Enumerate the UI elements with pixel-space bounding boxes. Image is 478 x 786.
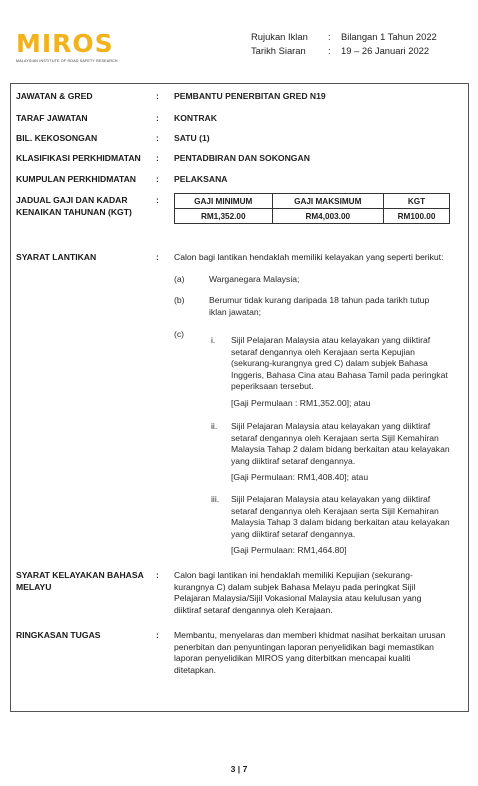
field-kumpulan	[16, 174, 449, 186]
starting-pay: [Gaji Permulaan : RM1,352.00]; atau	[231, 398, 371, 408]
section-label: SYARAT LANTIKAN	[16, 252, 97, 262]
field-gaji	[16, 195, 174, 218]
field-value: KONTRAK	[174, 113, 217, 123]
salary-value: RM100.00	[384, 209, 450, 224]
logo-subtitle: MALAYSIAN INSTITUTE OF ROAD SAFETY RESEARCH	[16, 59, 118, 63]
salary-value: RM4,003.00	[272, 209, 384, 224]
colon: :	[156, 630, 159, 640]
field-jawatan	[16, 91, 449, 103]
list-item: Warganegara Malaysia;	[209, 274, 300, 284]
salary-header: GAJI MAKSIMUM	[272, 194, 384, 209]
sub-marker: i.	[211, 335, 216, 345]
field-klasifikasi	[16, 153, 449, 165]
colon: :	[156, 195, 159, 205]
list-marker: (a)	[174, 274, 185, 284]
sub-item: Sijil Pelajaran Malaysia atau kelayakan yang diiktiraf setaraf dengannya oleh Kerajaan serta Sijil Kemahiran Malaysia Tahap 3 dalam bidang berkaitan atau kelayakan yang diiktiraf setaraf dengannya.	[231, 494, 450, 539]
reference-row	[251, 29, 437, 43]
colon: :	[156, 91, 159, 101]
section-text: Calon bagi lantikan ini hendaklah memiliki Kepujian (sekurang-kurangnya C) dalam subjek Bahasa Melayu pada peringkat Sijil Pelajaran Malaysia/Sijil Vokasional Malaysia atau kelulusan yang diiktiraf setaraf dengannya oleh Kerajaan.	[174, 570, 422, 615]
sub-marker: iii.	[211, 494, 220, 504]
field-label: TARAF JAWATAN	[16, 113, 88, 123]
colon: :	[156, 153, 159, 163]
page-number: 3 | 7	[230, 764, 248, 774]
reference-value: 19 – 26 Januari 2022	[341, 44, 430, 56]
field-label: JAWATAN & GRED	[16, 91, 93, 101]
colon: :	[156, 570, 159, 580]
section-ringkasan-tugas	[16, 630, 449, 676]
colon: :	[156, 252, 159, 262]
section-label: SYARAT KELAYAKAN BAHASA MELAYU	[16, 570, 144, 592]
field-value: PEMBANTU PENERBITAN GRED N19	[174, 91, 326, 101]
colon: :	[156, 174, 159, 184]
salary-header: KGT	[384, 194, 450, 209]
section-syarat-bahasa	[16, 570, 449, 616]
colon: :	[328, 30, 331, 42]
field-value: SATU (1)	[174, 133, 210, 143]
section-label: RINGKASAN TUGAS	[16, 630, 101, 640]
field-label: JADUAL GAJI DAN KADAR KENAIKAN TAHUNAN (KGT)	[16, 195, 132, 217]
section-syarat-lantikan	[16, 252, 449, 264]
field-value: PENTADBIRAN DAN SOKONGAN	[174, 153, 310, 163]
salary-header: GAJI MINIMUM	[175, 194, 273, 209]
colon: :	[156, 133, 159, 143]
starting-pay: [Gaji Permulaan: RM1,464.80]	[231, 545, 347, 555]
salary-value: RM1,352.00	[175, 209, 273, 224]
reference-value: Bilangan 1 Tahun 2022	[341, 30, 437, 42]
salary-table	[174, 193, 450, 224]
field-value: PELAKSANA	[174, 174, 228, 184]
list-marker: (c)	[174, 329, 185, 339]
sub-item: Sijil Pelajaran Malaysia atau kelayakan yang diiktiraf setaraf dengannya oleh Kerajaan serta Sijil Kemahiran Malaysia Tahap 2 dalam bidang berkaitan atau kelayakan yang diiktiraf setaraf dengannya.	[231, 421, 450, 466]
list-marker: (b)	[174, 295, 185, 305]
advert-reference	[251, 29, 437, 57]
field-label: KUMPULAN PERKHIDMATAN	[16, 174, 136, 184]
salary-value-row	[175, 209, 450, 224]
list-item: Berumur tidak kurang daripada 18 tahun pada tarikh tutup iklan jawatan;	[209, 295, 430, 317]
reference-row	[251, 43, 437, 57]
starting-pay: [Gaji Permulaan: RM1,408.40]; atau	[231, 472, 369, 482]
field-taraf	[16, 113, 449, 125]
field-label: KLASIFIKASI PERKHIDMATAN	[16, 153, 141, 163]
section-intro: Calon bagi lantikan hendaklah memiliki kelayakan yang seperti berikut:	[174, 252, 444, 262]
colon: :	[328, 44, 331, 56]
field-kekosongan	[16, 133, 449, 145]
logo-wordmark: MIROS	[16, 29, 114, 58]
colon: :	[156, 113, 159, 123]
salary-header-row	[175, 194, 450, 209]
reference-label: Tarikh Siaran	[251, 44, 306, 56]
miros-logo	[16, 30, 128, 63]
reference-label: Rujukan Iklan	[251, 30, 308, 42]
sub-marker: ii.	[211, 421, 218, 431]
sub-item: Sijil Pelajaran Malaysia atau kelayakan yang diiktiraf setaraf dengannya oleh Kerajaan serta Kepujian (sekurang-kurangnya gred C) dalam subjek Bahasa Inggeris, Bahasa Cina atau Bahasa Tamil pada peringkat peperiksaan tersebut.	[231, 335, 448, 391]
section-text: Membantu, menyelaras dan memberi khidmat nasihat berkaitan urusan penerbitan dan penyuntingan laporan penyelidikan bagi memastikan laporan penyelidikan MIROS yang diterbitkan mencapai kualiti ditetapkan.	[174, 630, 446, 675]
field-label: BIL. KEKOSONGAN	[16, 133, 98, 143]
